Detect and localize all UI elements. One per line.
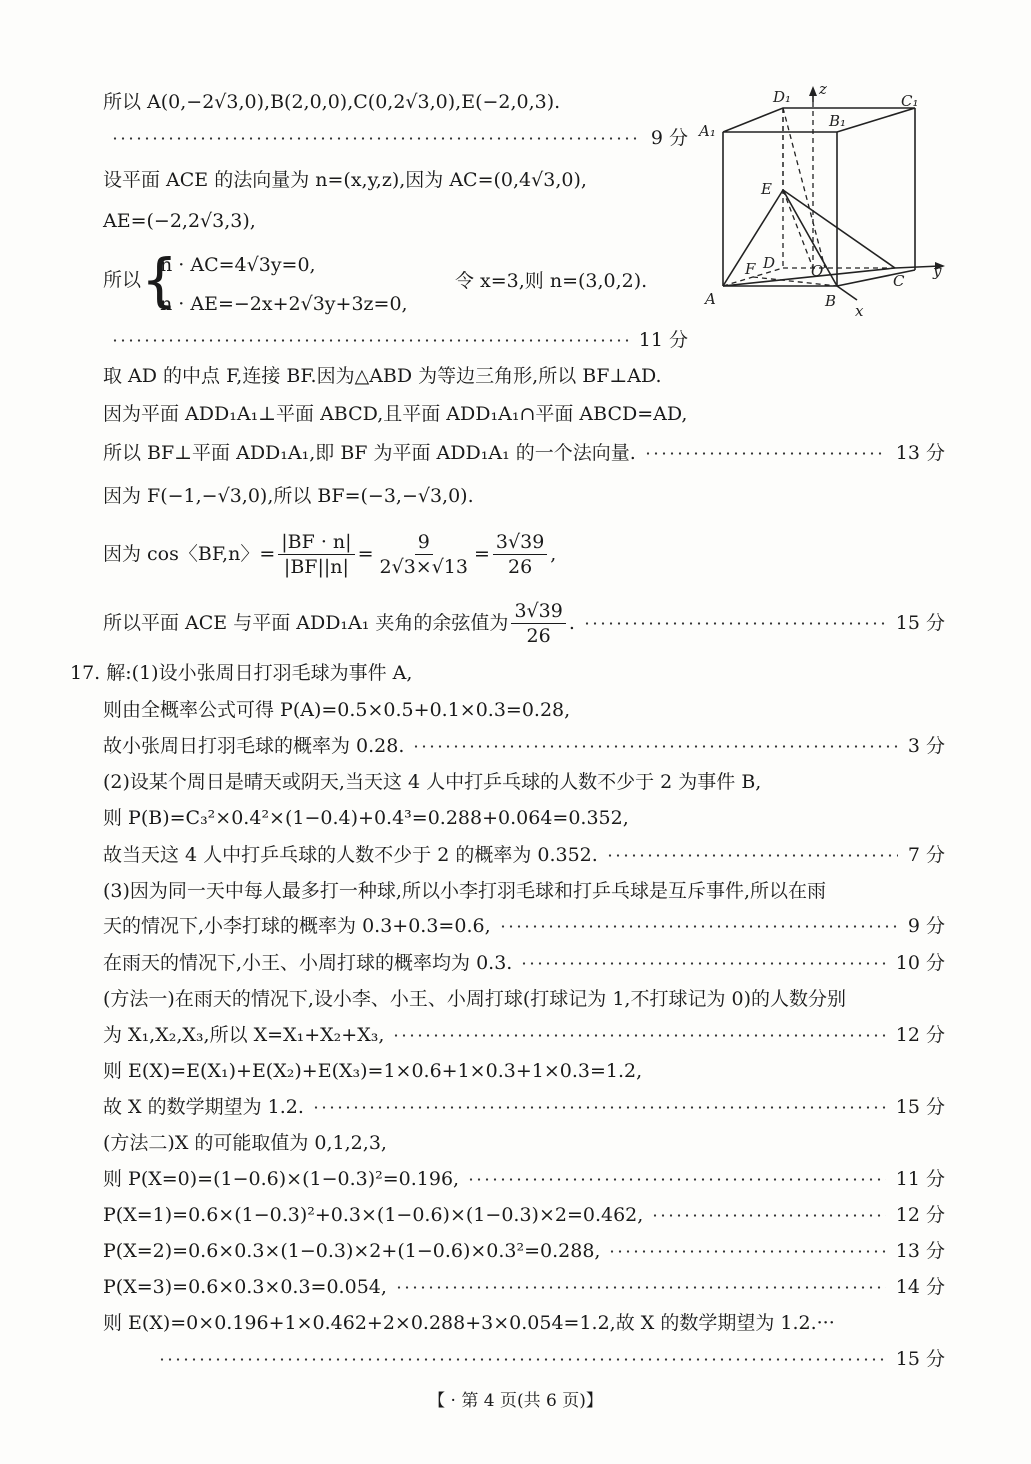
label-a: A (705, 290, 716, 308)
line-12: 所以平面 ACE 与平面 ADD₁A₁ 夹角的余弦值为 $\frac{3√39}{26}$ . 15 分 (103, 599, 945, 647)
line-20: 天的情况下,小李打球的概率为 0.3+0.3=0.6, 9 分 (103, 915, 945, 937)
label-c1: C₁ (901, 92, 919, 110)
label-e: E (761, 180, 772, 198)
label-d: D (763, 254, 776, 272)
leader-dots (111, 137, 641, 140)
label-y: y (933, 262, 942, 280)
page-footer: 【 · 第 4 页(共 6 页)】 (428, 1391, 603, 1411)
label-d1: D₁ (773, 88, 792, 106)
line-16: (2)设某个周日是晴天或阴天,当天这 4 人中打乒乓球的人数不少于 2 为事件 B, (103, 771, 762, 793)
line-18: 故当天这 4 人中打乒乓球的人数不少于 2 的概率为 0.352. 7 分 (103, 844, 945, 866)
line-31: 则 E(X)=0×0.196+1×0.462+2×0.288+3×0.054=1.2,故 X 的数学期望为 1.2.··· (103, 1312, 835, 1334)
label-o: O (811, 262, 824, 280)
line-7: 取 AD 的中点 F,连接 BF.因为△ABD 为等边三角形,所以 BF⊥AD. (103, 365, 662, 387)
line-27: 则 P(X=0)=(1−0.6)×(1−0.3)²=0.196, 11 分 (103, 1168, 945, 1190)
label-b: B (825, 292, 837, 310)
line-25: 故 X 的数学期望为 1.2. 15 分 (103, 1096, 945, 1118)
label-b1: B₁ (829, 112, 847, 130)
line-30: P(X=3)=0.6×0.3×0.3=0.054, 14 分 (103, 1276, 945, 1298)
line-21: 在雨天的情况下,小王、小周打球的概率均为 0.3. 10 分 (103, 952, 945, 974)
line-2: 9 分 (103, 125, 688, 151)
label-x: x (855, 302, 864, 320)
line-26: (方法二)X 的可能取值为 0,1,2,3, (103, 1132, 387, 1154)
line-9: 所以 BF⊥平面 ADD₁A₁,即 BF 为平面 ADD₁A₁ 的一个法向量. 13 分 (103, 442, 945, 464)
label-c: C (893, 272, 905, 290)
label-a1: A₁ (699, 122, 716, 140)
line-23: 为 X₁,X₂,X₃,所以 X=X₁+X₂+X₃, 12 分 (103, 1024, 945, 1046)
system-eq-2: n · AE=−2x+2√3y+3z=0, (160, 293, 408, 315)
line-5-result: 令 x=3,则 n=(3,0,2). (455, 270, 648, 292)
line-8: 因为平面 ADD₁A₁⊥平面 ABCD,且平面 ADD₁A₁∩平面 ABCD=AD, (103, 403, 688, 425)
line-4: AE=(−2,2√3,3), (103, 210, 256, 232)
line-19: (3)因为同一天中每人最多打一种球,所以小李打羽毛球和打乒乓球是互斥事件,所以在雨 (103, 880, 826, 902)
line-1: 所以 A(0,−2√3,0),B(2,0,0),C(0,2√3,0),E(−2,0,3). (103, 91, 561, 113)
line-14: 则由全概率公式可得 P(A)=0.5×0.5+0.1×0.3=0.28, (103, 699, 571, 721)
geometry-figure (695, 82, 955, 322)
brace: { (141, 246, 178, 314)
line-29: P(X=2)=0.6×0.3×(1−0.3)×2+(1−0.6)×0.3²=0.288, 13 分 (103, 1240, 945, 1262)
line-22: (方法一)在雨天的情况下,设小李、小王、小周打球(打球记为 1,不打球记为 0)的人数分别 (103, 988, 846, 1010)
line-28: P(X=1)=0.6×(1−0.3)²+0.3×(1−0.6)×(1−0.3)×2=0.462, 12 分 (103, 1204, 945, 1226)
fraction-3: $\frac{3√39}{26}$ (493, 530, 547, 579)
fraction-4: $\frac{3√39}{26}$ (511, 599, 565, 648)
fraction-2: $\frac{9}{2√3\times√13}$ (379, 530, 468, 578)
line-6: 11 分 (103, 327, 688, 353)
line-5-label: 所以 (103, 269, 142, 291)
label-z: z (819, 82, 827, 98)
line-24: 则 E(X)=E(X₁)+E(X₂)+E(X₃)=1×0.6+1×0.3+1×0.3=1.2, (103, 1060, 643, 1082)
fraction-1: $\frac{|BF \cdot n|}{|BF||n|}$ (278, 530, 354, 579)
line-17: 则 P(B)=C₃²×0.4²×(1−0.4)+0.4³=0.288+0.064=0.352, (103, 807, 629, 829)
line-15: 故小张周日打羽毛球的概率为 0.28. 3 分 (103, 735, 945, 757)
line-3: 设平面 ACE 的法向量为 n=(x,y,z),因为 AC=(0,4√3,0), (103, 169, 587, 191)
system-eq-1: n · AC=4√3y=0, (160, 254, 316, 276)
line-13: 17. 解:(1)设小张周日打羽毛球为事件 A, (70, 662, 413, 684)
label-f: F (745, 260, 756, 278)
line-11: 因为 cos〈BF,n〉= $\frac{|BF \cdot n|}{|BF||n|}$ = $\frac{9}{2√3\times√13}$ = $\frac{3√39}{26}$ , (103, 530, 557, 578)
line-10: 因为 F(−1,−√3,0),所以 BF=(−3,−√3,0). (103, 485, 474, 507)
line-32: 15 分 (150, 1346, 945, 1372)
